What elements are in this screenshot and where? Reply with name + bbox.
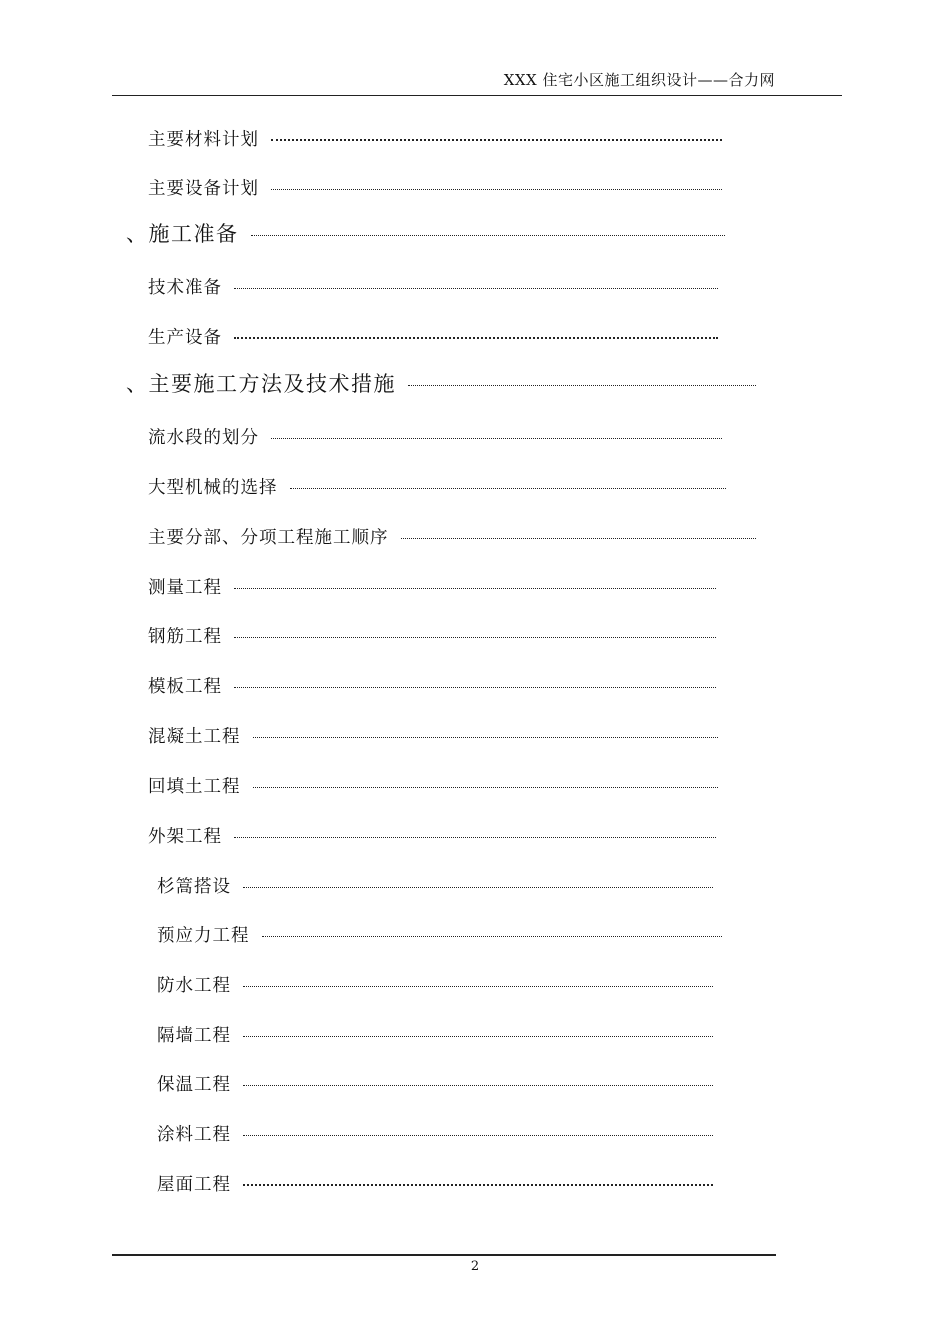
toc-entry[interactable] [148,421,722,451]
dot-leader [234,337,718,339]
toc-entry[interactable] [157,870,713,900]
toc-entry-label: 主要材料计划 [148,129,259,150]
dot-leader [253,787,719,788]
toc-entry[interactable] [148,770,718,800]
toc-entry-label: 防水工程 [157,975,231,996]
dot-leader [234,588,716,589]
toc-entry-label: 屋面工程 [157,1174,231,1195]
toc-entry-label: 主要设备计划 [148,178,259,199]
toc-entry-label: 钢筋工程 [148,626,222,647]
dot-leader [243,1036,713,1037]
dot-leader [251,235,726,236]
toc-entry-label: 主要分部、分项工程施工顺序 [148,527,389,548]
toc-entry-label: 涂料工程 [157,1124,231,1145]
toc-entry[interactable] [148,471,726,501]
dot-leader [243,1085,713,1086]
dot-leader [271,139,722,141]
toc-heading[interactable] [126,368,756,398]
toc-entry-label: 、主要施工方法及技术措施 [126,372,396,396]
toc-entry-label: 预应力工程 [157,925,250,946]
dot-leader [243,986,713,987]
toc-entry-label: 回填土工程 [148,776,241,797]
toc-entry[interactable] [157,1168,713,1198]
toc-entry-label: 技术准备 [148,277,222,298]
toc-entry[interactable] [157,1118,713,1148]
toc-entry-label: 测量工程 [148,577,222,598]
toc-entry-label: 流水段的划分 [148,427,259,448]
toc-entry[interactable] [148,172,722,202]
toc-entry-label: 杉篙搭设 [157,876,231,897]
dot-leader [243,887,713,888]
dot-leader [253,737,719,738]
dot-leader [234,837,716,838]
dot-leader [271,189,722,190]
toc-entry[interactable] [157,969,713,999]
toc-entry-label: 外架工程 [148,826,222,847]
toc-entry[interactable] [148,321,718,351]
toc-entry[interactable] [148,620,716,650]
toc-entry-label: 混凝土工程 [148,726,241,747]
dot-leader [271,438,722,439]
dot-leader [234,288,718,289]
running-header: XXX 住宅小区施工组织设计——合力网 [503,71,775,89]
footer-rule [112,1254,776,1256]
dot-leader [243,1184,713,1186]
dot-leader [234,637,716,638]
toc-heading[interactable] [126,218,725,248]
dot-leader [262,936,723,937]
dot-leader [234,687,716,688]
toc-entry[interactable] [148,521,756,551]
toc-entry[interactable] [148,720,718,750]
toc-entry-label: 、施工准备 [126,222,239,246]
toc-entry[interactable] [157,1019,713,1049]
toc-entry[interactable] [148,271,718,301]
page-number: 2 [470,1259,480,1274]
dot-leader [243,1135,713,1136]
dot-leader [401,538,757,539]
dot-leader [290,488,727,489]
dot-leader [408,385,756,386]
toc-entry[interactable] [148,571,716,601]
toc-entry-label: 隔墙工程 [157,1025,231,1046]
toc-entry-label: 大型机械的选择 [148,477,278,498]
toc-entry[interactable] [148,820,716,850]
toc-entry-label: 保温工程 [157,1074,231,1095]
toc-entry[interactable] [148,670,716,700]
toc-entry-label: 生产设备 [148,327,222,348]
toc-entry-label: 模板工程 [148,676,222,697]
toc-entry[interactable] [157,1068,713,1098]
toc-entry[interactable] [157,919,722,949]
toc-entry[interactable] [148,123,722,153]
